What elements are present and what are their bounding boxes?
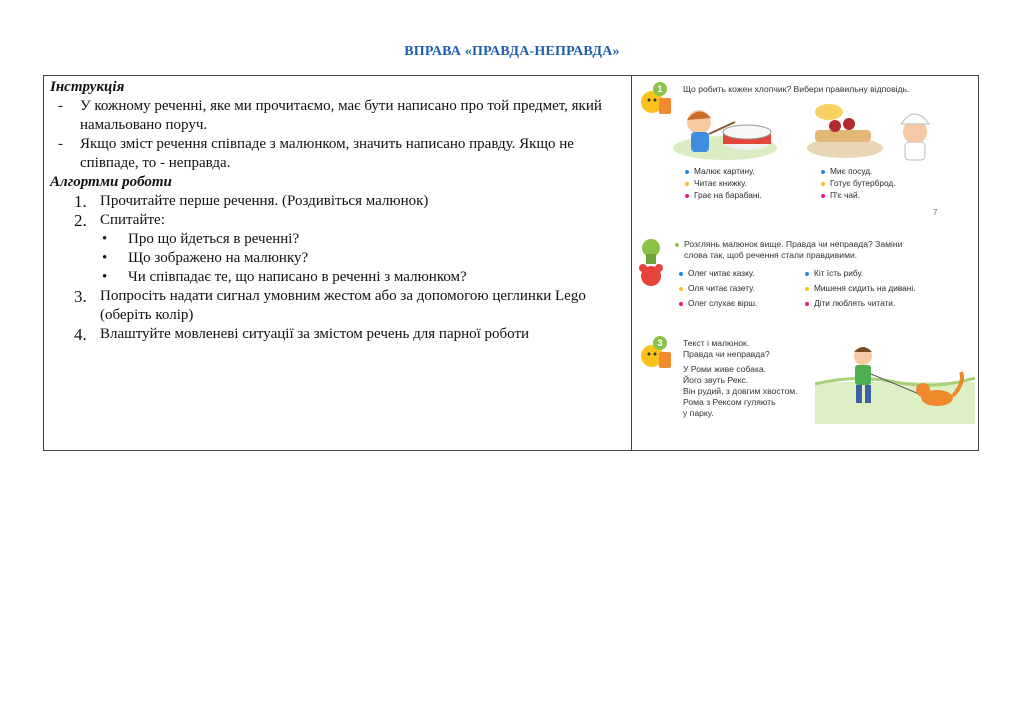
bullet-marker: • xyxy=(102,231,108,247)
option-text: Читає книжку. xyxy=(694,178,747,188)
page-title: ВПРАВА «ПРАВДА-НЕПРАВДА» xyxy=(404,44,620,59)
step-item xyxy=(74,211,625,230)
option-item xyxy=(685,190,762,200)
instruction-item xyxy=(50,97,625,135)
option-dot xyxy=(821,170,825,174)
instructions-column xyxy=(50,78,625,344)
page-number: 7 xyxy=(933,208,938,217)
option-item xyxy=(679,283,755,293)
prompt-line: слова так, щоб речення стали правдивими. xyxy=(684,250,858,260)
option-dot xyxy=(821,194,825,198)
mascots-icon xyxy=(637,236,665,297)
option-item xyxy=(805,283,916,293)
question-item xyxy=(102,249,625,268)
exercise-3-badge: 3 xyxy=(653,336,667,350)
option-dot xyxy=(805,302,809,306)
step-item xyxy=(74,325,625,344)
heading-line: Правда чи неправда? xyxy=(683,349,770,359)
exercise-1-badge: 1 xyxy=(653,82,667,96)
text-line: у парку. xyxy=(683,408,714,418)
text-line: Він рудий, з довгим хвостом. xyxy=(683,386,798,396)
option-item xyxy=(821,166,872,176)
prompt-dot xyxy=(675,243,679,247)
option-item xyxy=(685,166,755,176)
option-text: Малює картину. xyxy=(694,166,755,176)
option-dot xyxy=(679,302,683,306)
option-dot xyxy=(685,170,689,174)
option-text: Миє посуд. xyxy=(830,166,873,176)
option-text: Готує бутерброд. xyxy=(830,178,896,188)
algorithm-heading: Алгортми роботи xyxy=(50,174,172,190)
dash-marker: - xyxy=(58,98,63,114)
step-number: 2. xyxy=(74,211,87,230)
column-divider xyxy=(631,76,632,450)
dash-marker: - xyxy=(58,136,63,152)
option-dot xyxy=(679,272,683,276)
exercise-3-heading xyxy=(683,338,770,360)
step-text: Прочитайте перше речення. (Роздивіться малюнок) xyxy=(100,193,429,209)
boy-with-cat-illustration xyxy=(815,338,975,429)
sandwich-boy-illustration xyxy=(805,102,945,169)
option-item xyxy=(821,190,860,200)
instruction-text: У кожному реченні, яке ми прочитаємо, має бути написано про той предмет, який намальовано поруч. xyxy=(80,98,602,133)
option-item xyxy=(679,268,754,278)
heading-line: Текст і малюнок. xyxy=(683,338,750,348)
instruction-heading: Інструкція xyxy=(50,79,125,95)
option-dot xyxy=(805,272,809,276)
step-number: 3. xyxy=(74,287,87,306)
option-text: Грає на барабані. xyxy=(694,190,762,200)
text-line: Рома з Рексом гуляють xyxy=(683,397,776,407)
question-text: Що зображено на малюнку? xyxy=(128,250,309,266)
option-text: Оля читає газету. xyxy=(688,283,755,293)
option-item xyxy=(805,268,863,278)
exercise-table xyxy=(43,75,979,451)
option-dot xyxy=(805,287,809,291)
exercise-3-text xyxy=(683,364,798,419)
text-line: Його звуть Рекс. xyxy=(683,375,749,385)
instruction-text: Якщо зміст речення співпаде з малюнком, значить написано правду. Якщо не співпаде, то - неправда. xyxy=(80,136,574,171)
question-item xyxy=(102,230,625,249)
option-item xyxy=(821,178,896,188)
option-text: П'є чай. xyxy=(830,190,860,200)
step-text: Попросіть надати сигнал умовним жестом або за допомогою цеглинки Lego (оберіть колір) xyxy=(100,288,586,323)
step-text: Спитайте: xyxy=(100,212,165,228)
question-item xyxy=(102,268,625,287)
option-dot xyxy=(679,287,683,291)
option-text: Кіт їсть рибу. xyxy=(814,268,864,278)
option-item xyxy=(805,298,895,308)
step-number: 1. xyxy=(74,192,87,211)
instruction-item xyxy=(50,135,625,173)
bullet-marker: • xyxy=(102,250,108,266)
bullet-marker: • xyxy=(102,269,108,285)
option-text: Діти люблять читати. xyxy=(814,298,896,308)
option-text: Олег слухає вірш. xyxy=(688,298,758,308)
step-item xyxy=(74,287,625,325)
question-text: Про що йдеться в реченні? xyxy=(128,231,300,247)
option-dot xyxy=(821,182,825,186)
textbook-page-image xyxy=(633,76,978,450)
exercise-1-prompt: Що робить кожен хлопчик? Вибери правильну відповідь. xyxy=(683,84,910,94)
option-text: Олег читає казку. xyxy=(688,268,755,278)
prompt-line: Розглянь малюнок вище. Правда чи неправда? Заміни xyxy=(684,239,903,249)
step-item xyxy=(74,192,625,211)
option-dot xyxy=(685,194,689,198)
drumming-boy-illustration xyxy=(665,100,785,169)
exercise-2-prompt xyxy=(675,239,902,261)
option-dot xyxy=(685,182,689,186)
step-number: 4. xyxy=(74,325,87,344)
text-line: У Роми живе собака. xyxy=(683,364,767,374)
step-text: Влаштуйте мовленеві ситуації за змістом речень для парної роботи xyxy=(100,326,530,342)
option-item xyxy=(685,178,747,188)
question-text: Чи співпадає те, що написано в реченні з малюнком? xyxy=(128,269,467,285)
option-text: Мишеня сидить на дивані. xyxy=(814,283,916,293)
option-item xyxy=(679,298,757,308)
